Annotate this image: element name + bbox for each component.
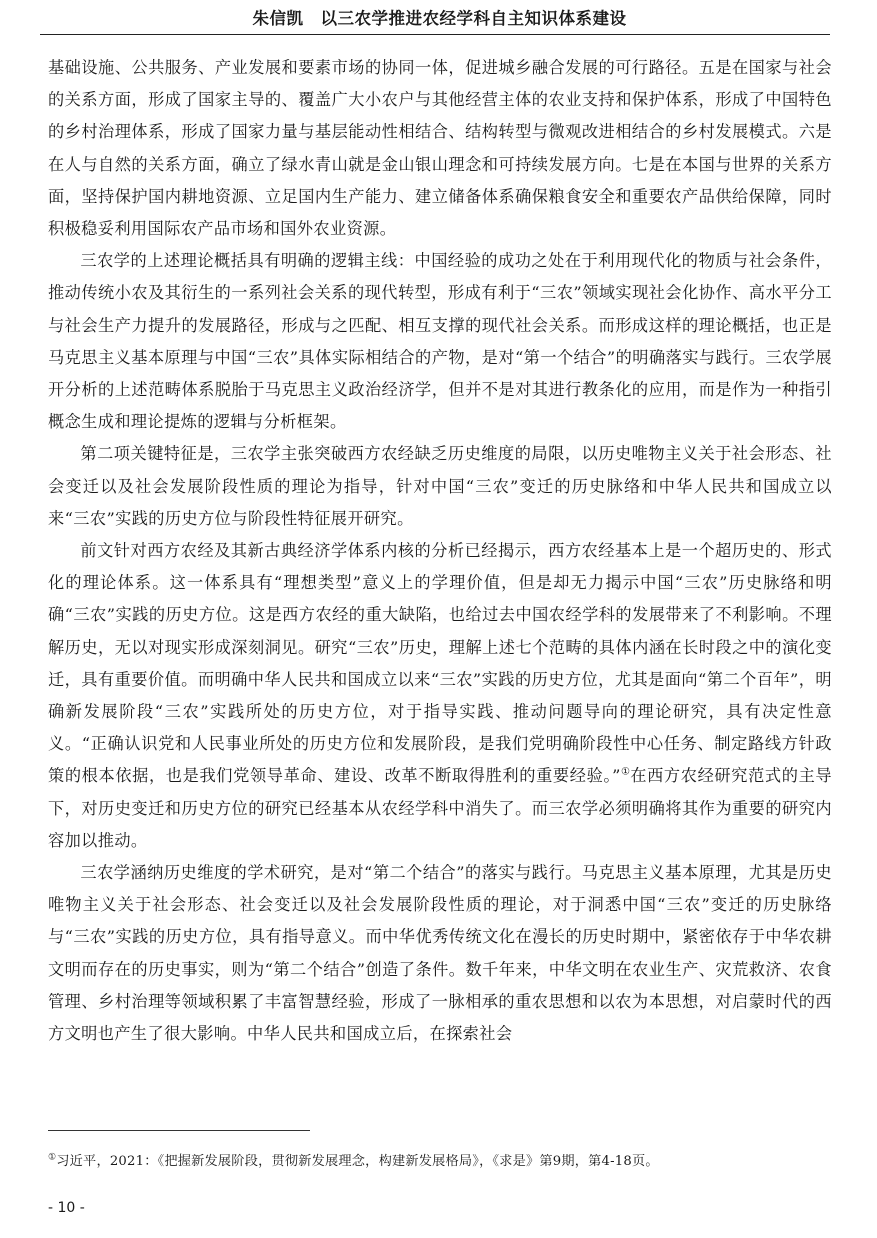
paragraph-1: 基础设施、公共服务、产业发展和要素市场的协同一体，促进城乡融合发展的可行路径。五是在国家与社会的关系方面，形成了国家主导的、覆盖广大小农户与其他经营主体的农业支持和保护体系，形成了中国特色的乡村治理体系，形成了国家力量与基层能动性相结合、结构转型与微观改进相结合的乡村发展模式。六是在人与自然的关系方面，确立了绿水青山就是金山银山理念和可持续发展方向。七是在本国与世界的关系方面，坚持保护国内耕地资源、立足国内生产能力、建立储备体系确保粮食安全和重要农产品供给保障，同时积极稳妥利用国际农产品市场和国外农业资源。	[48, 58, 832, 239]
page-number: - 10 -	[48, 1200, 85, 1216]
footnote-rule	[48, 1130, 310, 1131]
body-text	[48, 52, 832, 1050]
paragraph-3: 第二项关键特征是，三农学主张突破西方农经缺乏历史维度的局限，以历史唯物主义关于社会形态、社会变迁以及社会发展阶段性质的理论为指导，针对中国“三农”变迁的历史脉络和中华人民共和国成立以来“三农”实践的历史方位与阶段性特征展开研究。	[48, 444, 832, 528]
footnote-text: 习近平，2021：《把握新发展阶段，贯彻新发展理念，构建新发展格局》，《求是》第9期，第4-18页。	[56, 1154, 659, 1169]
paragraph-5: 三农学涵纳历史维度的学术研究，是对“第二个结合”的落实与践行。马克思主义基本原理，尤其是历史唯物主义关于社会形态、社会变迁以及社会发展阶段性质的理论，对于洞悉中国“三农”变迁的历史脉络与“三农”实践的历史方位，具有指导意义。而中华优秀传统文化在漫长的历史时期中，紧密依存于中华农耕文明而存在的历史事实，则为“第二个结合”创造了条件。数千年来，中华文明在农业生产、灾荒救济、农食管理、乡村治理等领域积累了丰富智慧经验，形成了一脉相承的重农思想和以农为本思想，对启蒙时代的西方文明也产生了很大影响。中华人民共和国成立后，在探索社会	[48, 863, 832, 1044]
paragraph-4	[48, 535, 832, 857]
paragraph-2: 三农学的上述理论概括具有明确的逻辑主线：中国经验的成功之处在于利用现代化的物质与社会条件，推动传统小农及其衍生的一系列社会关系的现代转型，形成有利于“三农”领域实现社会化协作、高水平分工与社会生产力提升的发展路径，形成与之匹配、相互支撑的现代社会关系。而形成这样的理论概括，也正是马克思主义基本原理与中国“三农”具体实际相结合的产物，是对“第一个结合”的明确落实与践行。三农学展开分析的上述范畴体系脱胎于马克思主义政治经济学，但并不是对其进行教条化的应用，而是作为一种指引概念生成和理论提炼的逻辑与分析框架。	[48, 251, 832, 432]
header-rule	[40, 34, 830, 35]
paragraph-4-text-before-note: 前文针对西方农经及其新古典经济学体系内核的分析已经揭示，西方农经基本上是一个超历史的、形式化的理论体系。这一体系具有“理想类型”意义上的学理价值，但是却无力揭示中国“三农”历史脉络和明确“三农”实践的历史方位。这是西方农经的重大缺陷，也给过去中国农经学科的发展带来了不利影响。不理解历史，无以对现实形成深刻洞见。研究“三农”历史，理解上述七个范畴的具体内涵在长时段之中的演化变迁，具有重要价值。而明确中华人民共和国成立以来“三农”实践的历史方位，尤其是面向“第二个百年”，明确新发展阶段“三农”实践所处的历史方位，对于指导实践、推动问题导向的理论研究，具有决定性意义。“正确认识党和人民事业所处的历史方位和发展阶段，是我们党明确阶段性中心任务、制定路线方针政策的根本依据，也是我们党领导革命、建设、改革不断取得胜利的重要经验。”	[48, 541, 832, 786]
footnote	[48, 1152, 838, 1172]
paragraph-4-text-after-note: 在西方农经研究范式的主导下，对历史变迁和历史方位的研究已经基本从农经学科中消失了。而三农学必须明确将其作为重要的研究内容加以推动。	[48, 766, 832, 850]
footnote-reference[interactable]: ①	[620, 767, 631, 779]
footnote-mark: ①	[48, 1152, 57, 1163]
running-header: 朱信凯 以三农学推进农经学科自主知识体系建设	[252, 9, 627, 28]
